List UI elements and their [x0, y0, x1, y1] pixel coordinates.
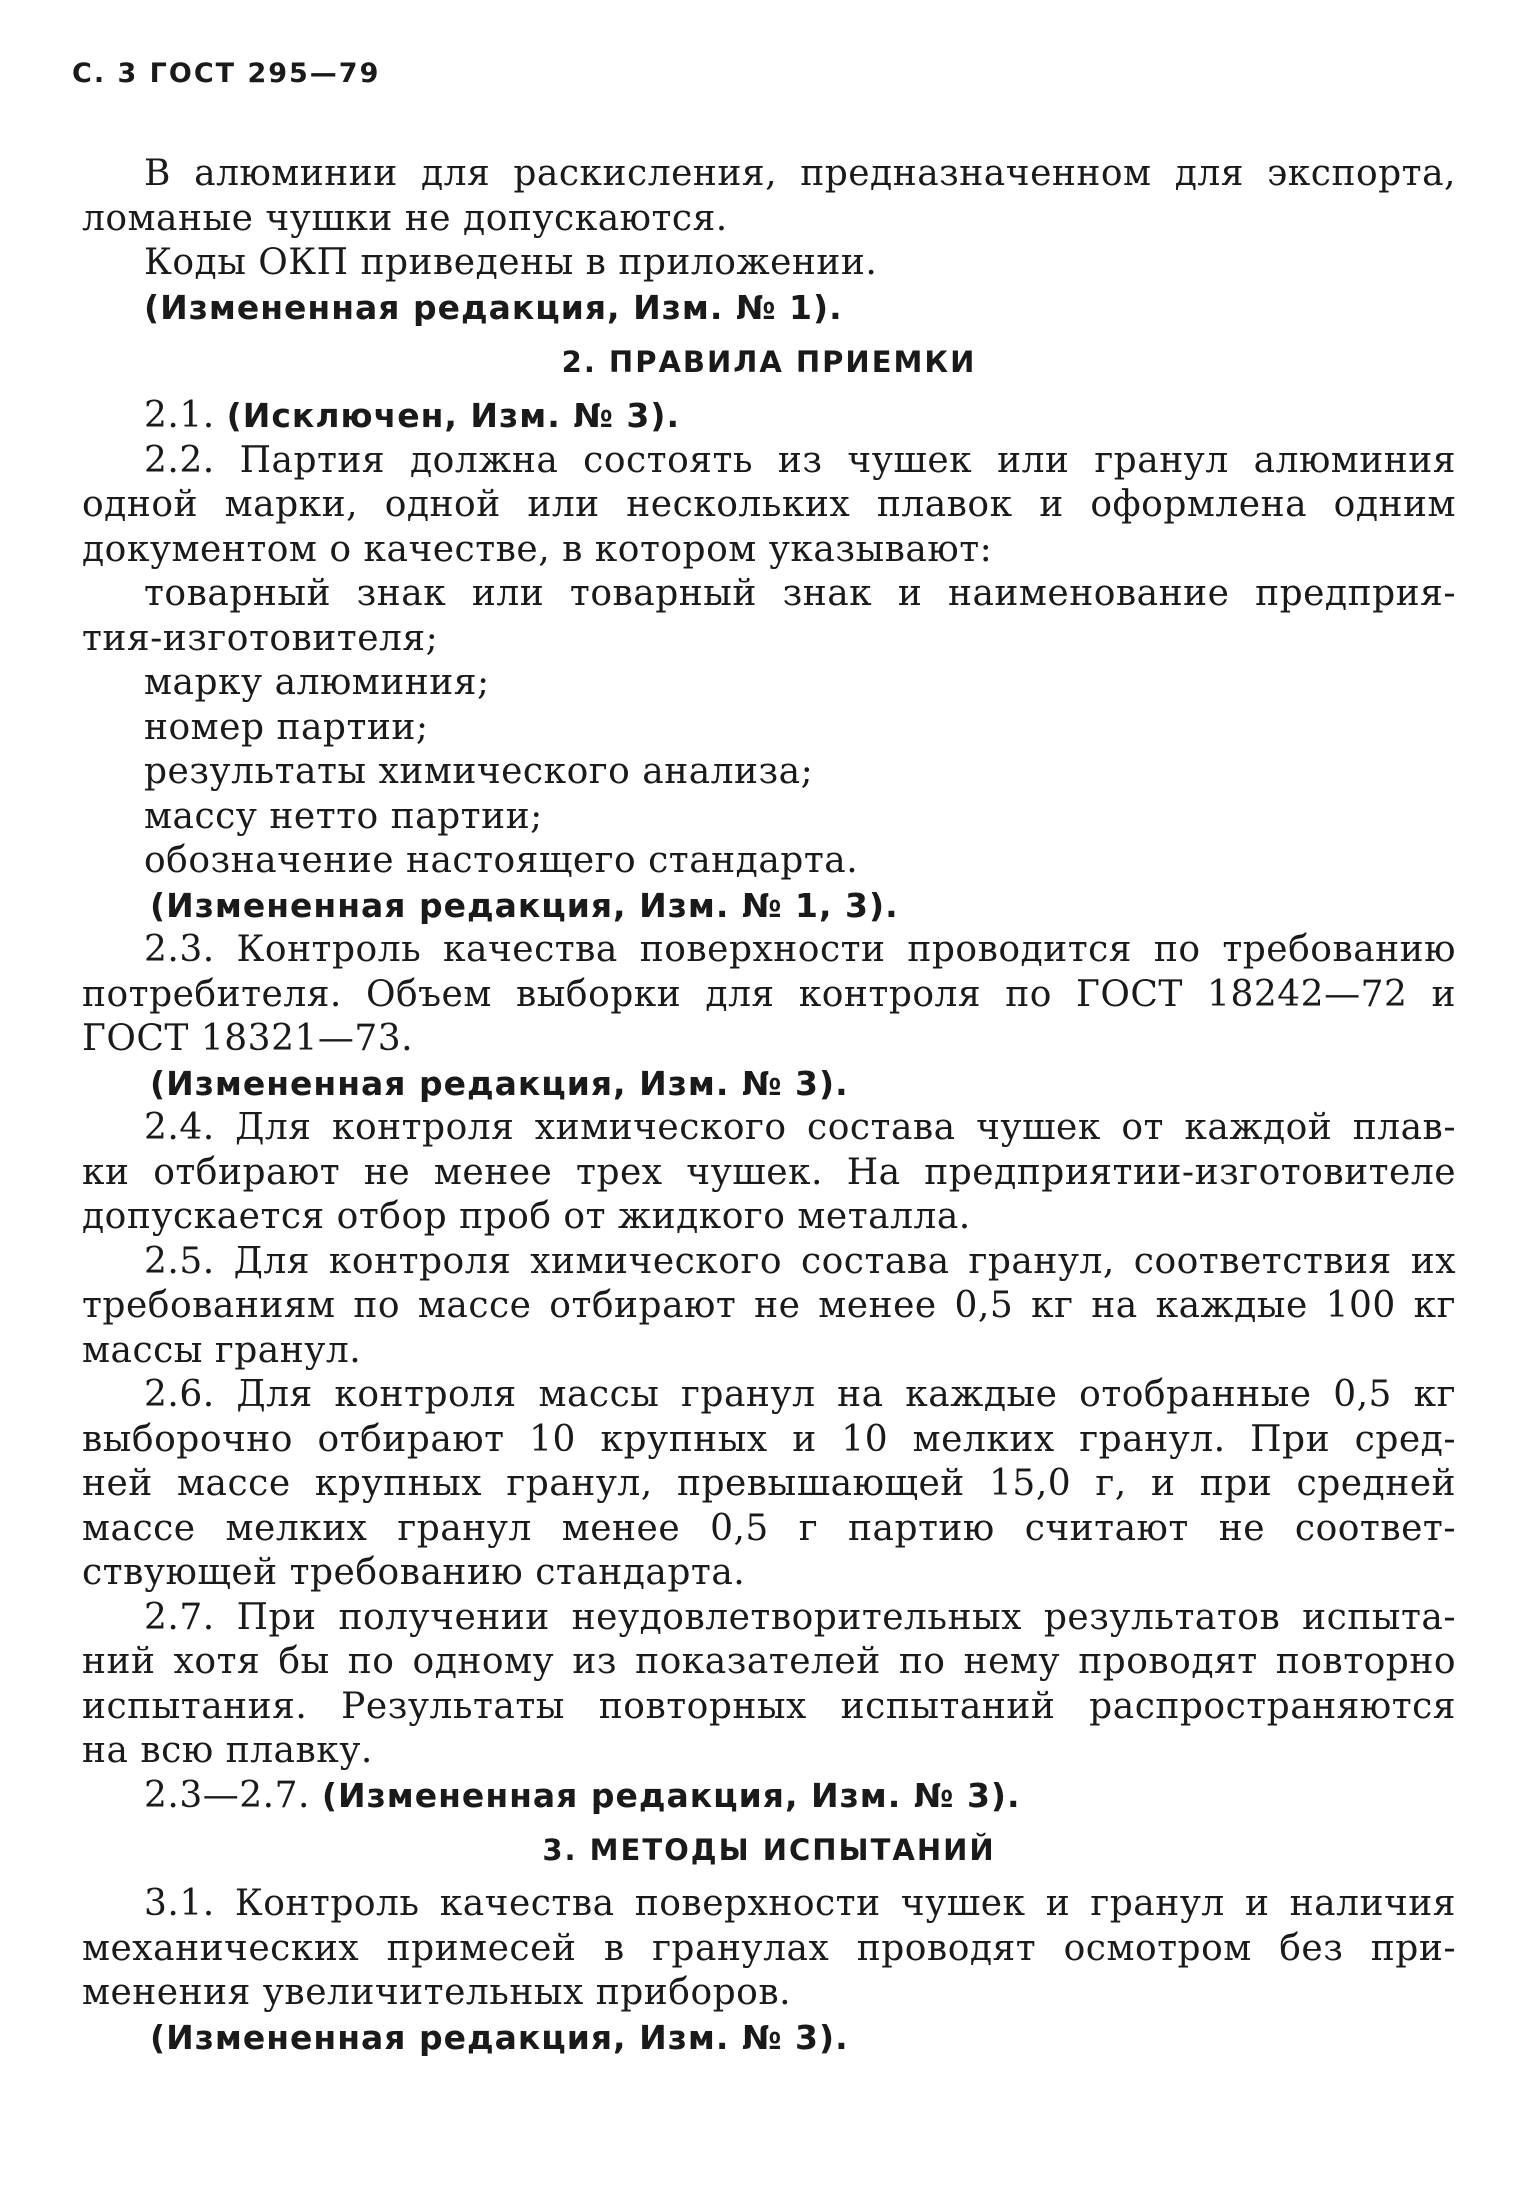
text-line: менения увеличительных приборов.	[82, 1972, 792, 2013]
document-body	[82, 152, 1456, 2060]
list-item: обозначение настоящего стандарта.	[144, 840, 859, 881]
clause-2-3-2-7	[82, 1774, 1456, 1819]
text-line: ней массе крупных гранул, превышающей 15,0 г, и при средней	[82, 1463, 1456, 1504]
clause-number: 2.3—2.7.	[144, 1774, 310, 1816]
text-line: массы гранул.	[82, 1329, 362, 1371]
text-line: 2.3. Контроль качества поверхности проводится по требованию	[144, 929, 1456, 970]
text-line: ки отбирают не менее трех чушек. На предприятии-изготовителе	[82, 1151, 1456, 1193]
text-line: Коды ОКП приведены в приложении.	[144, 242, 878, 283]
text-line: на всю плавку.	[82, 1730, 373, 1771]
clause-text: (Измененная редакция, Изм. № 3).	[321, 1775, 1021, 1815]
text-line: ний хотя бы по одному из показателей по нему проводят повторно	[82, 1641, 1456, 1682]
text-line: потребителя. Объем выборки для контроля по ГОСТ 18242—72 и	[82, 973, 1456, 1015]
section-heading-3: 3. МЕТОДЫ ИСПЫТАНИЙ	[542, 1833, 996, 1867]
list-item: массу нетто партии;	[144, 795, 543, 837]
clause-number: 2.1.	[144, 395, 215, 436]
text-line: товарный знак или товарный знак и наименование предприя-	[144, 573, 1456, 614]
text-line: испытания. Результаты повторных испытаний распространяются	[82, 1685, 1456, 1727]
text-line: одной марки, одной или нескольких плавок и оформлена одним	[82, 484, 1456, 525]
text-line: ствующей требованию стандарта.	[82, 1552, 746, 1593]
section-heading-2: 2. ПРАВИЛА ПРИЕМКИ	[561, 345, 977, 379]
amendment-note: (Измененная редакция, Изм. № 1, 3).	[150, 885, 899, 925]
text-line: ГОСТ 18321—73.	[82, 1018, 414, 1059]
text-line: требованиям по массе отбирают не менее 0,5 кг на каждые 100 кг	[82, 1285, 1456, 1326]
text-line: 2.4. Для контроля химического состава чушек от каждой плав-	[144, 1107, 1456, 1148]
text-line: тия-изготовителя;	[82, 617, 439, 659]
text-line: 2.5. Для контроля химического состава гранул, соответствия их	[144, 1240, 1456, 1282]
text-line: допускается отбор проб от жидкого металла.	[82, 1196, 971, 1237]
page-header: С. 3 ГОСТ 295—79	[72, 58, 381, 89]
list-item: марку алюминия;	[144, 662, 490, 703]
amendment-note: (Измененная редакция, Изм. № 3).	[150, 1063, 849, 1103]
text-line: ломаные чушки не допускаются.	[82, 197, 728, 239]
clause-text: (Исключен, Изм. № 3).	[226, 396, 680, 435]
text-line: механических примесей в гранулах проводят осмотром без при-	[82, 1927, 1456, 1969]
clause-2-1	[82, 394, 1456, 439]
list-item: результаты химического анализа;	[144, 751, 814, 792]
text-line: массе мелких гранул менее 0,5 г партию считают не соответ-	[82, 1507, 1456, 1549]
text-line: 2.2. Партия должна состоять из чушек или гранул алюминия	[144, 439, 1456, 481]
text-line: выборочно отбирают 10 крупных и 10 мелких гранул. При сред-	[82, 1418, 1456, 1460]
list-item: номер партии;	[144, 706, 429, 748]
text-line: 2.6. Для контроля массы гранул на каждые отобранные 0,5 кг	[144, 1374, 1456, 1415]
text-line: 2.7. При получении неудовлетворительных результатов испыта-	[144, 1596, 1456, 1638]
text-line: документом о качестве, в котором указывают:	[82, 528, 993, 570]
text-line: В алюминии для раскисления, предназначенном для экспорта,	[144, 153, 1456, 194]
amendment-note: (Измененная редакция, Изм. № 1).	[144, 287, 843, 327]
amendment-note: (Измененная редакция, Изм. № 3).	[150, 2017, 849, 2057]
text-line: 3.1. Контроль качества поверхности чушек и гранул и наличия	[144, 1883, 1456, 1924]
